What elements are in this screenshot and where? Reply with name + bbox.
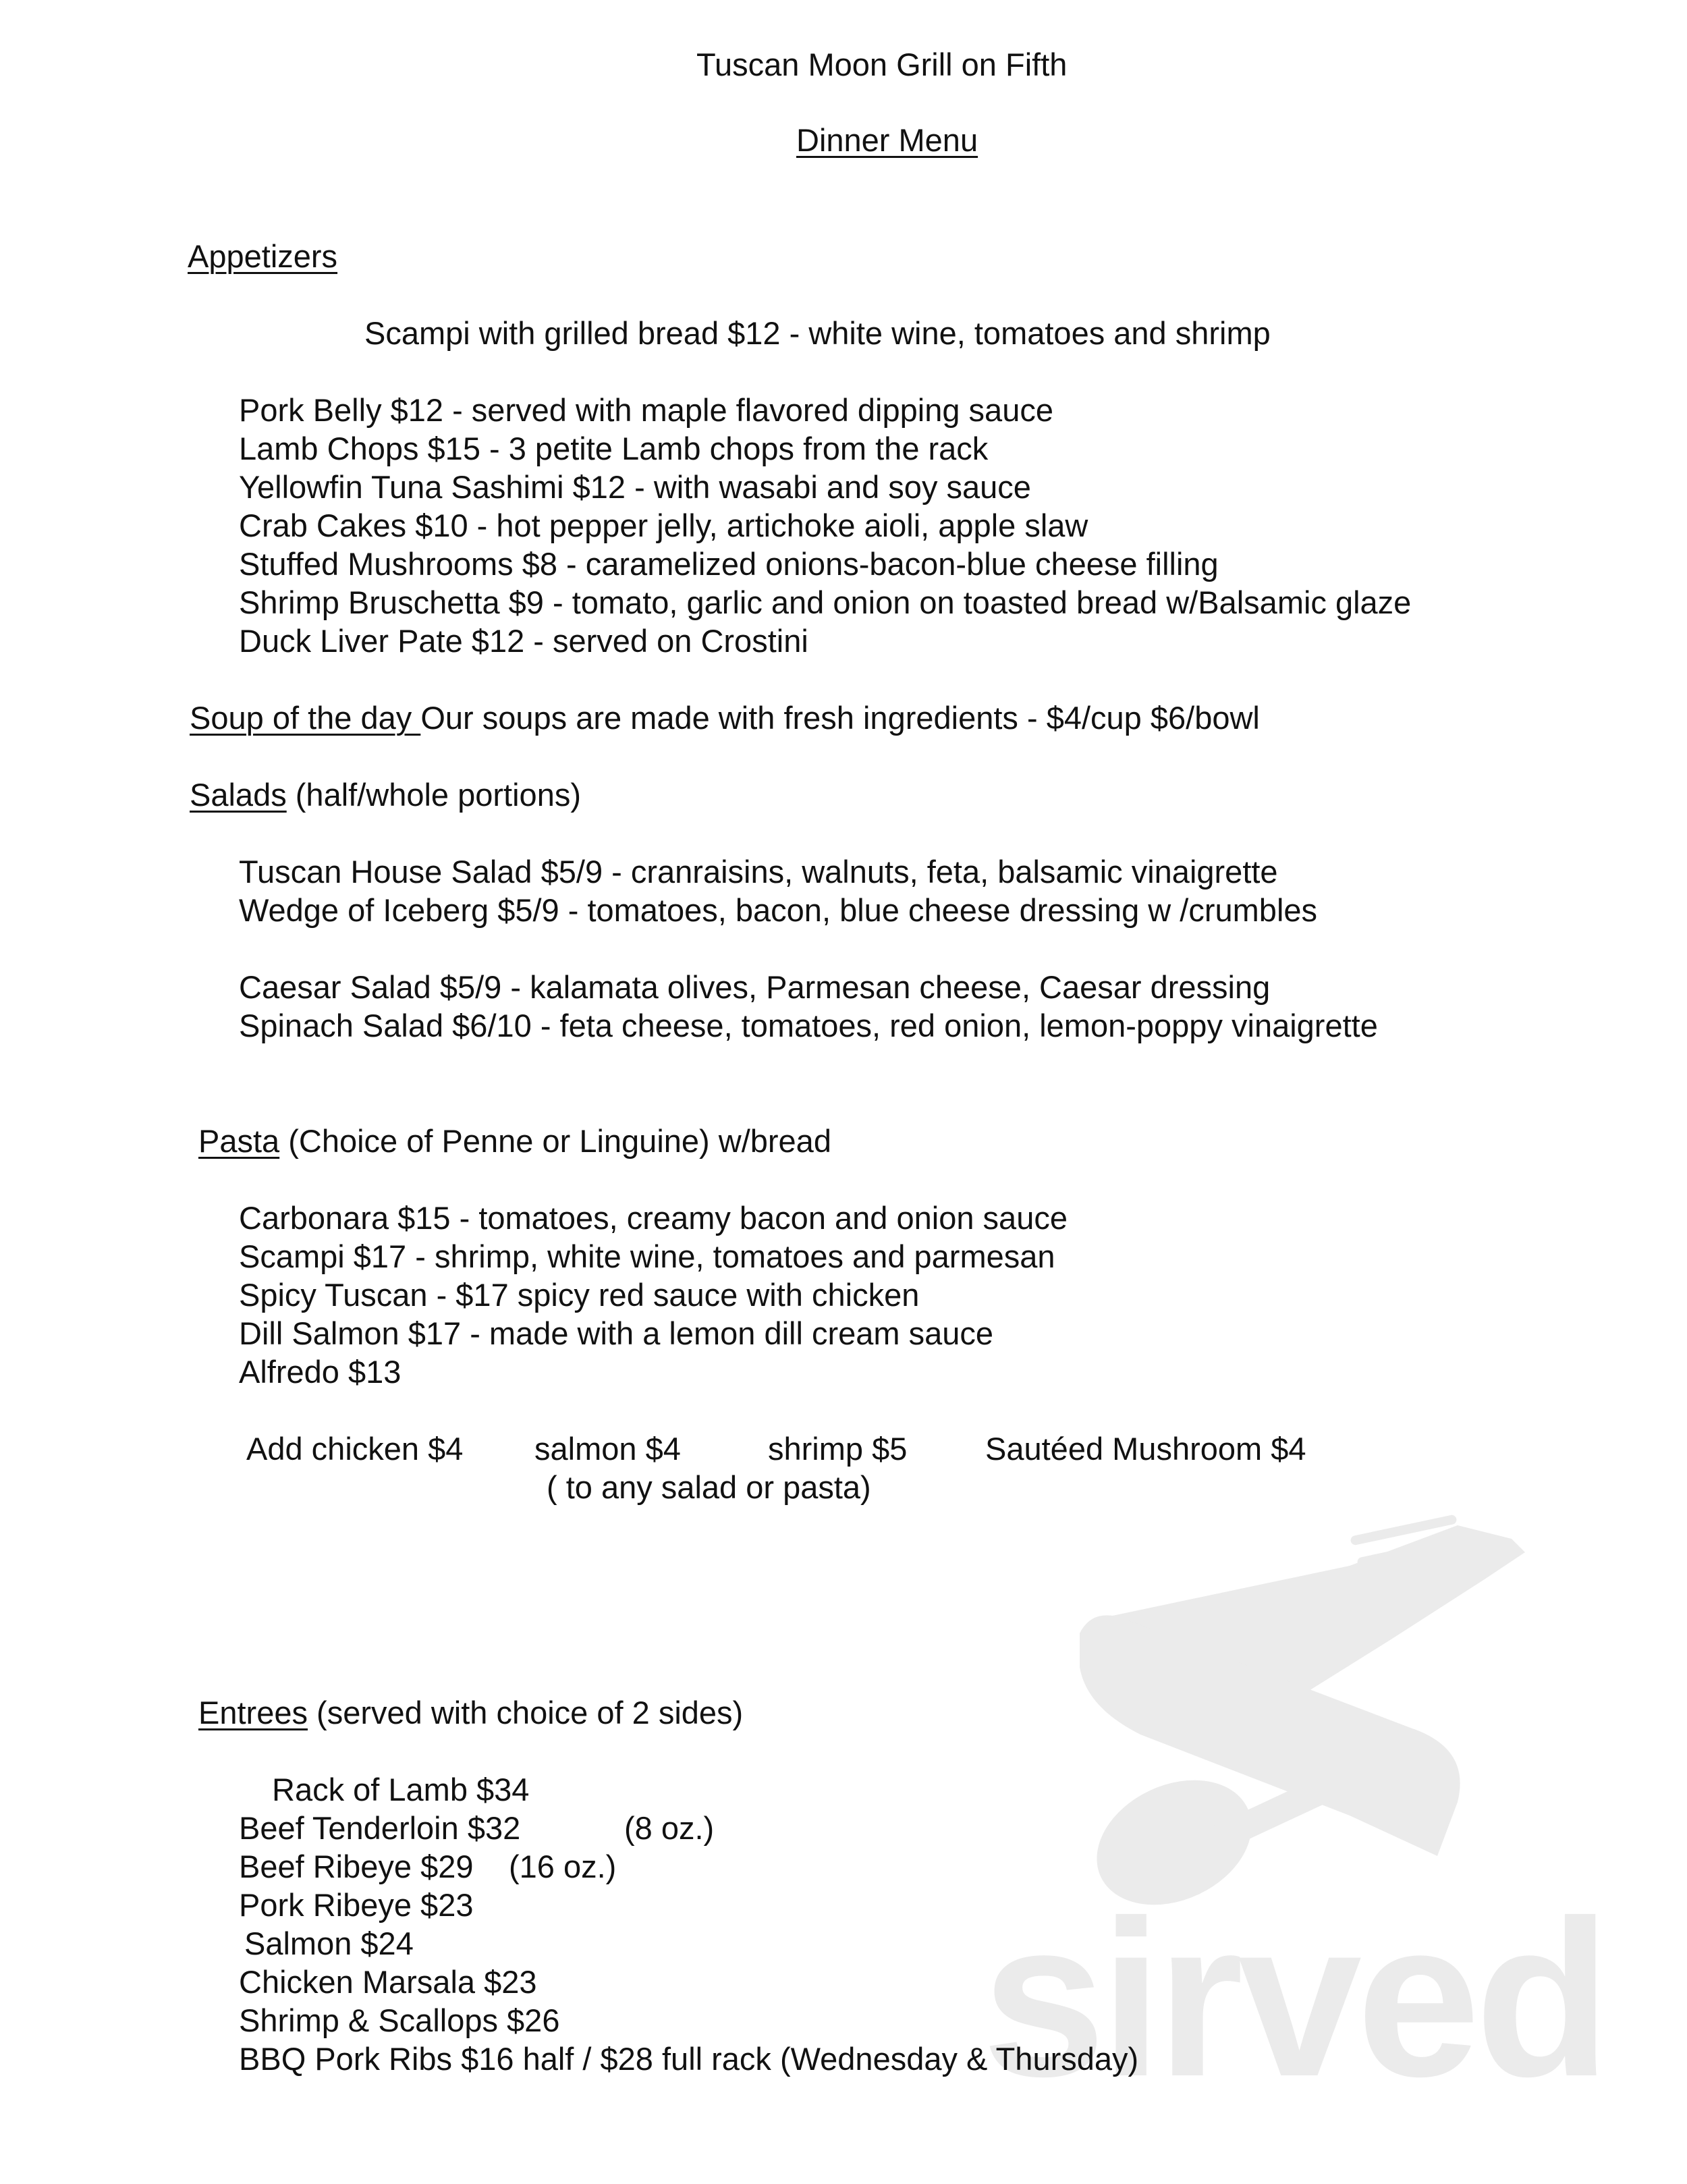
addon-salmon: salmon $4 (534, 1431, 681, 1467)
salads-note: (half/whole portions) (286, 777, 581, 813)
menu-item: Rack of Lamb $34 (272, 1772, 530, 1807)
menu-item: BBQ Pork Ribs $16 half / $28 full rack (Wednesday & Thursday) (239, 2041, 1139, 2077)
pasta-heading: Pasta (198, 1123, 280, 1159)
soup-text: Our soups are made with fresh ingredients - $4/cup $6/bowl (420, 700, 1260, 736)
restaurant-name: Tuscan Moon Grill on Fifth (696, 47, 1068, 82)
menu-item: Scampi $17 - shrimp, white wine, tomatoes and parmesan (239, 1238, 1055, 1274)
entrees-heading: Entrees (198, 1695, 308, 1730)
soup-heading: Soup of the day (190, 700, 421, 736)
appetizers-heading: Appetizers (188, 238, 338, 274)
menu-item: Salmon $24 (244, 1926, 414, 1961)
menu-item: Duck Liver Pate $12 - served on Crostini (239, 623, 808, 659)
menu-item: Pork Ribeye $23 (239, 1887, 474, 1923)
menu-item: Pork Belly $12 - served with maple flavored dipping sauce (239, 392, 1053, 428)
menu-item: Scampi with grilled bread $12 - white wine, tomatoes and shrimp (364, 315, 1271, 351)
menu-item: Wedge of Iceberg $5/9 - tomatoes, bacon, blue cheese dressing w /crumbles (239, 892, 1318, 928)
menu-item: Shrimp & Scallops $26 (239, 2002, 560, 2038)
menu-item: Beef Ribeye $29 (239, 1849, 474, 1884)
entrees-note: (served with choice of 2 sides) (307, 1695, 744, 1730)
menu-item: Crab Cakes $10 - hot pepper jelly, artichoke aioli, apple slaw (239, 508, 1088, 543)
watermark-text: sirved (982, 1874, 1606, 2099)
menu-item: Caesar Salad $5/9 - kalamata olives, Parmesan cheese, Caesar dressing (239, 969, 1271, 1005)
menu-item: Dill Salmon $17 - made with a lemon dill cream sauce (239, 1315, 994, 1351)
menu-item: Tuscan House Salad $5/9 - cranraisins, walnuts, feta, balsamic vinaigrette (239, 854, 1278, 890)
menu-item: Carbonara $15 - tomatoes, creamy bacon and onion sauce (239, 1200, 1068, 1236)
pasta-note: (Choice of Penne or Linguine) w/bread (279, 1123, 831, 1159)
menu-title: Dinner Menu (796, 122, 978, 158)
pasta-line (198, 1122, 831, 1160)
menu-item-detail: (16 oz.) (509, 1849, 617, 1884)
menu-item: Spicy Tuscan - $17 spicy red sauce with chicken (239, 1277, 920, 1313)
menu-item: Stuffed Mushrooms $8 - caramelized onions-bacon-blue cheese filling (239, 546, 1219, 582)
addon-chicken: Add chicken $4 (246, 1431, 464, 1467)
salads-heading: Salads (190, 777, 287, 813)
menu-item: Yellowfin Tuna Sashimi $12 - with wasabi and soy sauce (239, 469, 1031, 505)
menu-item: Spinach Salad $6/10 - feta cheese, tomatoes, red onion, lemon-poppy vinaigrette (239, 1008, 1378, 1043)
menu-item: Alfredo $13 (239, 1354, 402, 1390)
fork-spoon-icon (1076, 1514, 1525, 1929)
addon-shrimp: shrimp $5 (768, 1431, 908, 1467)
menu-item-detail: (8 oz.) (624, 1810, 715, 1846)
addons-note: ( to any salad or pasta) (547, 1469, 871, 1505)
menu-item: Beef Tenderloin $32 (239, 1810, 521, 1846)
soup-line (190, 699, 1260, 737)
sirved-watermark (972, 1505, 1647, 2099)
menu-item: Chicken Marsala $23 (239, 1964, 537, 2000)
addon-mushroom: Sautéed Mushroom $4 (985, 1431, 1306, 1467)
salads-line (190, 776, 581, 814)
menu-item: Shrimp Bruschetta $9 - tomato, garlic and onion on toasted bread w/Balsamic glaze (239, 584, 1412, 620)
entrees-line (198, 1694, 743, 1732)
menu-item: Lamb Chops $15 - 3 petite Lamb chops from the rack (239, 431, 989, 466)
